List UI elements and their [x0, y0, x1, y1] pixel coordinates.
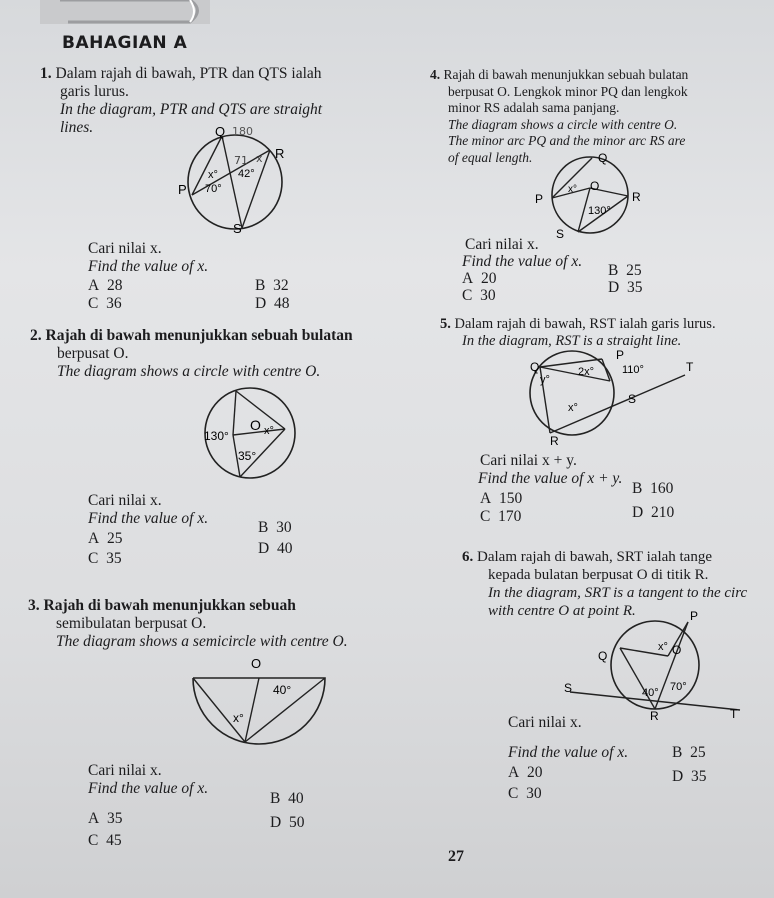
q3-ask-english: Find the value of x. — [88, 780, 209, 797]
q4-label-130: 130° — [588, 205, 611, 217]
section-title: BAHAGIAN A — [62, 33, 188, 53]
q4-ask-malay: Cari nilai x. — [465, 236, 539, 253]
q4-option-a[interactable]: A 20 — [462, 270, 497, 287]
q6-option-c[interactable]: C 30 — [508, 785, 542, 802]
q4-option-c[interactable]: C 30 — [462, 287, 496, 304]
q2-option-a[interactable]: A 25 — [88, 530, 123, 547]
q6-label-t: T — [730, 707, 738, 720]
q6-malay-2: kepada bulatan berpusat O di titik R. — [488, 567, 709, 583]
q3-option-b[interactable]: B 40 — [270, 790, 304, 807]
q5-ask-english: Find the value of x + y. — [478, 470, 623, 487]
q1-malay-2: garis lurus. — [60, 83, 129, 100]
q1-number: 1. — [40, 65, 52, 82]
q4-label-s: S — [556, 227, 565, 240]
q5-option-b[interactable]: B 160 — [632, 480, 674, 497]
q6-label-p: P — [690, 610, 699, 623]
q6-english-1: In the diagram, SRT is a tangent to the circ — [488, 585, 748, 601]
q1-english-2: lines. — [60, 119, 94, 136]
q2-label-x: x° — [264, 425, 274, 437]
q3-english-1: The diagram shows a semicircle with centre O. — [56, 633, 348, 650]
q6-malay-1: Dalam rajah di bawah, SRT ialah tange — [477, 549, 712, 565]
q5-malay-1: Dalam rajah di bawah, RST ialah garis lurus. — [454, 316, 716, 332]
q2-option-b[interactable]: B 30 — [258, 519, 292, 536]
q2-text — [30, 327, 353, 381]
q5-label-2x: 2x° — [578, 366, 595, 378]
q3-option-c[interactable]: C 45 — [88, 832, 122, 849]
q1-label-p: P — [178, 182, 187, 197]
q6-label-x: x° — [658, 641, 668, 653]
q1-label-70: 70° — [205, 183, 222, 195]
q6-ask-malay: Cari nilai x. — [508, 714, 582, 731]
q4-option-d[interactable]: D 35 — [608, 279, 643, 296]
q1-ask-english: Find the value of x. — [88, 258, 209, 275]
q2-label-o: O — [250, 417, 261, 433]
q4-malay-3: minor RS adalah sama panjang. — [448, 100, 620, 115]
q4-english-1: The diagram shows a circle with centre O. — [448, 116, 678, 132]
q4-ask-english: Find the value of x. — [462, 253, 583, 270]
q3-label-o: O — [251, 656, 262, 671]
q4-english-2: The minor arc PQ and the minor arc RS are — [448, 133, 686, 148]
q2-option-d[interactable]: D 40 — [258, 540, 293, 557]
q3-option-d[interactable]: D 50 — [270, 814, 305, 831]
q6-option-b[interactable]: B 25 — [672, 744, 706, 761]
q2-option-c[interactable]: C 35 — [88, 550, 122, 567]
q5-label-110: 110° — [622, 364, 644, 376]
q5-option-a[interactable]: A 150 — [480, 490, 523, 507]
q4-label-x: x° — [568, 184, 577, 195]
q3-label-x: x° — [233, 711, 244, 725]
q1-option-b[interactable]: B 32 — [255, 277, 289, 294]
q1-handwritten-x: x — [256, 152, 263, 165]
q6-label-r: R — [650, 709, 659, 720]
q5-label-x: x° — [568, 402, 578, 414]
q1-option-c[interactable]: C 36 — [88, 295, 122, 312]
q5-label-t: T — [686, 360, 694, 374]
q2-label-35: 35° — [238, 449, 257, 463]
q6-option-d[interactable]: D 35 — [672, 768, 707, 785]
q5-label-p: P — [616, 348, 625, 362]
q3-label-40: 40° — [273, 683, 292, 697]
q4-label-r: R — [632, 190, 641, 204]
q6-option-a[interactable]: A 20 — [508, 764, 543, 781]
q1-diagram — [170, 120, 310, 235]
q1-ask-malay: Cari nilai x. — [88, 240, 162, 257]
q4-english-3: of equal length. — [448, 149, 533, 165]
q3-diagram — [185, 650, 335, 750]
q2-ask-malay: Cari nilai x. — [88, 492, 162, 509]
q1-label-s: S — [233, 221, 242, 235]
q1-handwritten-71: 71 — [234, 154, 248, 167]
q6-english-2: with centre O at point R. — [488, 603, 636, 619]
q4-number: 4. — [430, 67, 441, 82]
q3-text — [28, 597, 348, 651]
q1-label-42: 42° — [238, 168, 255, 180]
q2-malay-2: berpusat O. — [57, 345, 129, 362]
q2-malay-1: Rajah di bawah menunjukkan sebuah bulatan — [45, 327, 353, 344]
q1-handwritten-180: 180 — [232, 125, 253, 138]
q4-label-o: O — [590, 179, 600, 193]
q2-diagram — [190, 385, 310, 485]
q5-number: 5. — [440, 316, 451, 332]
q1-english-1: In the diagram, PTR and QTS are straight — [60, 101, 323, 118]
q5-english-1: In the diagram, RST is a straight line. — [462, 333, 682, 349]
q5-label-s: S — [628, 392, 637, 406]
q4-option-b[interactable]: B 25 — [608, 262, 642, 279]
q3-malay-1: Rajah di bawah menunjukkan sebuah — [43, 597, 296, 614]
q1-label-q: Q — [215, 124, 226, 139]
q5-diagram — [520, 345, 700, 450]
q2-number: 2. — [30, 327, 42, 344]
q1-label-x: x° — [208, 169, 218, 181]
q4-malay-1: Rajah di bawah menunjukkan sebuah bulatan — [443, 67, 689, 82]
q6-label-q: Q — [598, 649, 608, 663]
binder-clip-image — [40, 0, 210, 34]
q6-label-40: 40° — [642, 687, 659, 699]
q6-label-s: S — [564, 681, 573, 695]
q6-label-70: 70° — [670, 681, 687, 693]
q2-english-1: The diagram shows a circle with centre O. — [57, 363, 321, 380]
q5-label-r: R — [550, 434, 559, 448]
q1-malay-1: Dalam rajah di bawah, PTR dan QTS ialah — [55, 65, 322, 82]
q5-label-q: Q — [530, 360, 540, 374]
q4-diagram — [530, 150, 645, 240]
q5-option-d[interactable]: D 210 — [632, 504, 675, 521]
page-number: 27 — [448, 848, 464, 865]
q1-option-a[interactable]: A 28 — [88, 277, 123, 294]
q1-label-r: R — [275, 146, 285, 161]
q2-ask-english: Find the value of x. — [88, 510, 209, 527]
q3-malay-2: semibulatan berpusat O. — [56, 615, 207, 632]
q2-label-130: 130° — [204, 429, 229, 443]
q5-ask-malay: Cari nilai x + y. — [480, 452, 577, 469]
q3-ask-malay: Cari nilai x. — [88, 762, 162, 779]
q3-option-a[interactable]: A 35 — [88, 810, 123, 827]
q4-label-q: Q — [598, 151, 608, 165]
q4-label-p: P — [535, 192, 544, 206]
q6-label-o: O — [672, 643, 682, 657]
q4-malay-2: berpusat O. Lengkok minor PQ dan lengkok — [448, 83, 688, 99]
q6-number: 6. — [462, 549, 474, 565]
q5-label-y: y° — [540, 374, 550, 386]
q5-option-c[interactable]: C 170 — [480, 508, 522, 525]
q6-ask-english: Find the value of x. — [508, 744, 629, 761]
q1-option-d[interactable]: D 48 — [255, 295, 290, 312]
q6-diagram — [560, 610, 750, 720]
q3-number: 3. — [28, 597, 40, 614]
